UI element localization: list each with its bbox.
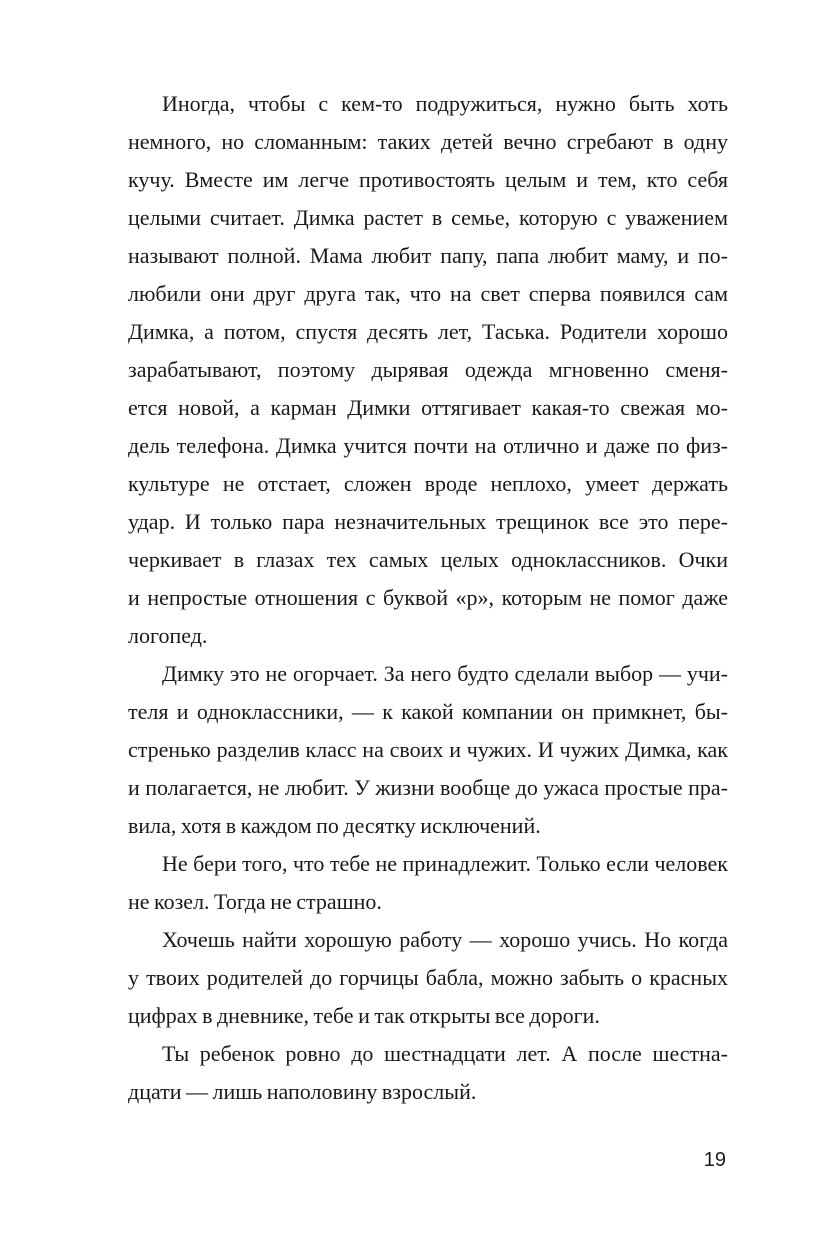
paragraph — [128, 845, 728, 921]
text-line: немного, но сломанным: таких детей вечно сгребают в одну — [128, 129, 728, 154]
text-line: любили они друг друга так, что на свет сперва появился сам — [128, 281, 728, 306]
text-line: Не бери того, что тебе не принадлежит. Только если человек — [162, 851, 728, 876]
text-line: дель телефона. Димка учится почти на отлично и даже по физ- — [128, 433, 728, 458]
text-line: дцати — лишь наполовину взрослый. — [128, 1079, 477, 1104]
text-line: называют полной. Мама любит папу, папа любит маму, и по- — [128, 243, 728, 268]
text-line: Хочешь найти хорошую работу — хорошо учись. Но когда — [162, 927, 728, 952]
text-line: Ты ребенок ровно до шестнадцати лет. А после шестна- — [162, 1041, 728, 1066]
text-line: у твоих родителей до горчицы бабла, можно забыть о красных — [128, 965, 728, 990]
text-line: Димку это не огорчает. За него будто сделали выбор — учи- — [162, 661, 728, 686]
paragraph — [128, 1035, 728, 1111]
text-line: ется новой, а карман Димки оттягивает какая-то свежая мо- — [128, 395, 728, 420]
text-line: Иногда, чтобы с кем-то подружиться, нужно быть хоть — [162, 91, 728, 116]
text-line: Димка, а потом, спустя десять лет, Таська. Родители хорошо — [128, 319, 728, 344]
text-line: логопед. — [128, 623, 208, 648]
text-line: вила, хотя в каждом по десятку исключений. — [128, 813, 541, 838]
text-line: и непростые отношения с буквой «р», которым не помог даже — [128, 585, 728, 610]
text-line: культуре не отстает, сложен вроде неплохо, умеет держать — [128, 471, 728, 496]
paragraph — [128, 85, 728, 655]
text-line: стренько разделив класс на своих и чужих. И чужих Димка, как — [128, 737, 728, 762]
text-line: зарабатывают, поэтому дырявая одежда мгновенно сменя- — [128, 357, 728, 382]
text-line: удар. И только пара незначительных трещинок все это пере- — [128, 509, 728, 534]
text-line: черкивает в глазах тех самых целых одноклассников. Очки — [128, 547, 728, 572]
text-block — [128, 85, 728, 1111]
text-line: кучу. Вместе им легче противостоять целым и тем, кто себя — [128, 167, 728, 192]
text-line: не козел. Тогда не страшно. — [128, 889, 382, 914]
text-line: цифрах в дневнике, тебе и так открыты все дороги. — [128, 1003, 600, 1028]
paragraph — [128, 655, 728, 845]
text-line: целыми считает. Димка растет в семье, которую с уважением — [128, 205, 728, 230]
paragraph — [128, 921, 728, 1035]
page-number: 19 — [703, 1149, 726, 1171]
text-line: теля и одноклассники, — к какой компании он примкнет, бы- — [128, 699, 728, 724]
text-line: и полагается, не любит. У жизни вообще до ужаса простые пра- — [128, 775, 728, 800]
